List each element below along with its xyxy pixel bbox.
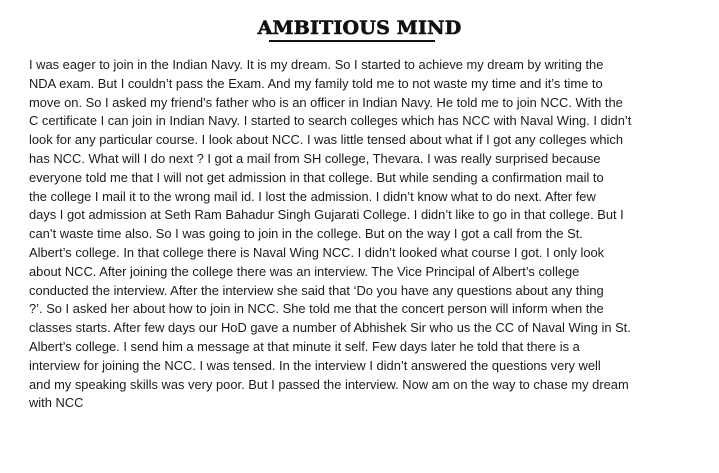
essay-line: Albert’s college. I send him a message at that minute it self. Few days later he told that there is a (29, 338, 580, 354)
essay-line: the college I mail it to the wrong mail id. I lost the admission. I didn’t know what to do next. After few (29, 188, 596, 204)
essay-line: NDA exam. But I couldn’t pass the Exam. And my family told me to not waste my time and it’s time to (29, 75, 603, 91)
essay-line: move on. So I asked my friend's father who is an officer in Indian Navy. He told me to join NCC. With the (29, 94, 623, 110)
essay-line: look for any particular course. I look about NCC. I was little tensed about what if I got any colleges which (29, 132, 623, 148)
essay-line: and my speaking skills was very poor. But I passed the interview. Now am on the way to chase my dream (29, 376, 629, 392)
essay-line: classes starts. After few days our HoD gave a number of Abhishek Sir who us the CC of Naval Wing in St. (29, 320, 631, 336)
essay-line: can’t waste time also. So I was going to join in the college. But on the way I got a call from the St. (29, 226, 583, 242)
essay-line: everyone told me that I will not get admission in that college. But while sending a confirmation mail to (29, 169, 604, 185)
title-underline (269, 40, 435, 42)
essay-line: Albert’s college. In that college there is Naval Wing NCC. I didn’t looked what course I got. I only look (29, 244, 605, 260)
essay-line: ?’. So I asked her about how to join in NCC. She told me that the concert person will inform when the (29, 301, 604, 317)
essay-line: conducted the interview. After the interview she said that ‘Do you have any questions about any thing (29, 282, 604, 298)
essay-line: about NCC. After joining the college there was an interview. The Vice Principal of Albert’s college (29, 263, 580, 279)
essay-line: days I got admission at Seth Ram Bahadur Singh Gujarati College. I didn’t like to go in that college. But I (29, 207, 624, 223)
essay-line: I was eager to join in the Indian Navy. It is my dream. So I started to achieve my dream by writing the (29, 57, 604, 72)
essay-line: with NCC (29, 395, 84, 411)
essay-line: C certificate I can join in Indian Navy. I started to search colleges which has NCC with Naval Wing. I didn’t (29, 113, 632, 129)
essay-line: has NCC. What will I do next ? I got a mail from SH college, Thevara. I was really surprised because (29, 150, 601, 166)
essay-line: interview for joining the NCC. I was tensed. In the interview I didn’t answered the questions very well (29, 357, 601, 373)
document-title: AMBITIOUS MIND (257, 17, 462, 39)
essay-body (29, 56, 693, 413)
